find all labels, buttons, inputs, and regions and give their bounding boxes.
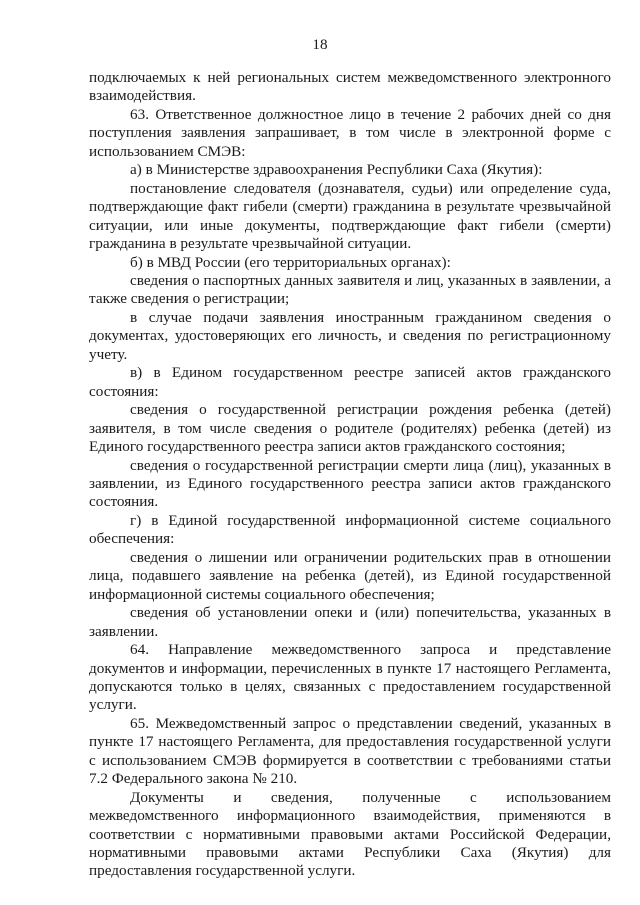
paragraph-65: 65. Межведомственный запрос о представлении сведений, указанных в пункте 17 настоящего Регламента, для предоставления государственной услуги с использованием СМЭВ формируется в соответствии с требованиями статьи 7.2 Федерального закона № 210. xyxy=(89,714,611,788)
item-g-heading: г) в Единой государственной информационной системе социального обеспечения: xyxy=(89,511,611,548)
item-v-heading: в) в Едином государственном реестре записей актов гражданского состояния: xyxy=(89,364,611,400)
item-v-text-2: сведения о государственной регистрации смерти лица (лиц), указанных в заявлении, из Единого государственного реестра записи актов гражданского состояния. xyxy=(89,456,611,511)
paragraph-64: 64. Направление межведомственного запроса и представление документов и информации, перечисленных в пункте 17 настоящего Регламента, допускаются только в целях, связанных с предоставлением государственной услуги. xyxy=(89,641,611,714)
item-v-text-1: сведения о государственной регистрации рождения ребенка (детей) заявителя, в том числе сведения о родителе (родителях) ребенка (детей) из Единого государственного реестра записи актов гражданского состояния; xyxy=(89,401,611,456)
item-g-text-2: сведения об установлении опеки и (или) попечительства, указанных в заявлении. xyxy=(89,604,611,640)
body-text xyxy=(89,69,611,881)
item-b-text-1: сведения о паспортных данных заявителя и лиц, указанных в заявлении, а также сведения о регистрации; xyxy=(89,271,611,308)
item-b-heading: б) в МВД России (его территориальных органах): xyxy=(130,253,451,271)
item-b-text-2: в случае подачи заявления иностранным гражданином сведения о документах, удостоверяющих его личность, и сведения по регистрационному учету. xyxy=(89,308,611,363)
page-number: 18 xyxy=(312,36,328,53)
paragraph-final: Документы и сведения, полученные с использованием межведомственного информационного взаимодействия, применяются в соответствии с нормативными правовыми актами Российской Федерации, нормативными правовыми актами Республики Саха (Якутия) для предоставления государственной услуги. xyxy=(89,788,611,880)
paragraph-continuation: подключаемых к ней региональных систем межведомственного электронного взаимодействия. xyxy=(89,69,611,105)
item-a-heading: а) в Министерстве здравоохранения Республики Саха (Якутия): xyxy=(130,161,543,179)
item-a-text: постановление следователя (дознавателя, судьи) или определение суда, подтверждающие факт гибели (смерти) гражданина в результате чрезвычайной ситуации, или иные документы, подтверждающие факт гибели (смерти) гражданина в результате чрезвычайной ситуации. xyxy=(89,179,611,253)
paragraph-63: 63. Ответственное должностное лицо в течение 2 рабочих дней со дня поступления заявления запрашивает, в том числе в электронной форме с использованием СМЭВ: xyxy=(89,105,611,160)
item-g-text-1: сведения о лишении или ограничении родительских прав в отношении лица, подавшего заявление на ребенка (детей), из Единой государственной информационной системы социального обеспечения; xyxy=(89,548,611,603)
